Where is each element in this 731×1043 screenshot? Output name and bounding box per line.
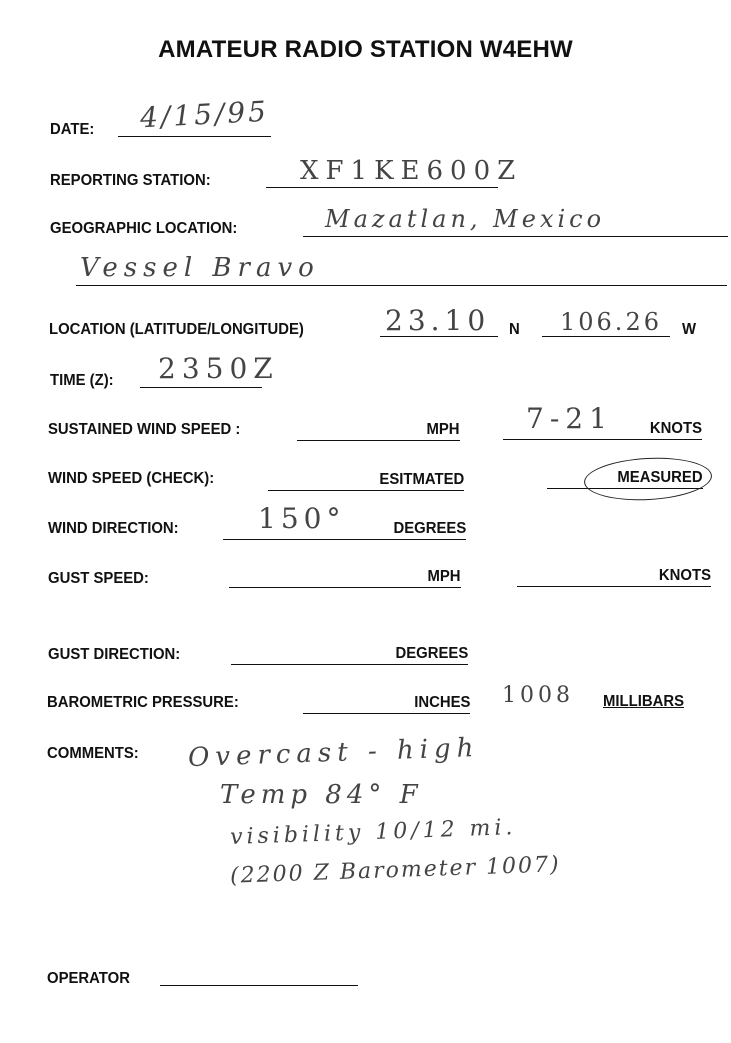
estimated-label: ESITMATED	[379, 471, 464, 488]
millibars-label: MILLIBARS	[603, 693, 685, 710]
date-label: DATE:	[50, 121, 95, 138]
gust-speed-knots-field	[517, 567, 711, 587]
comments-line-4: (2200 Z Barometer 1007)	[229, 852, 562, 889]
comments-label: COMMENTS:	[47, 745, 139, 762]
time-line	[140, 387, 262, 388]
geographic-location-value: Mazatlan, Mexico	[325, 205, 606, 233]
measured-circle-mark	[583, 455, 713, 504]
operator-signature-line[interactable]	[160, 985, 358, 986]
gust-speed-mph-field	[229, 568, 461, 588]
barometric-inches-field	[303, 694, 470, 714]
knots-label: KNOTS	[649, 420, 702, 437]
barometric-millibars-value: 1008	[502, 683, 574, 708]
gust-knots-label: KNOTS	[658, 567, 711, 584]
reporting-station-value: XF1KE600Z	[300, 156, 523, 186]
gust-direction-label: GUST DIRECTION:	[48, 646, 181, 663]
wind-direction-value: 150°	[258, 502, 346, 535]
longitude-line	[542, 336, 670, 337]
estimated-option[interactable]	[268, 471, 464, 491]
latitude-value: 23.10	[385, 304, 491, 337]
operator-label: OPERATOR	[47, 970, 130, 987]
time-value: 2350Z	[158, 352, 279, 385]
inches-label: INCHES	[413, 694, 470, 711]
comments-line-1: Overcast - high	[187, 732, 480, 774]
geographic-location-value-2: Vessel Bravo	[80, 253, 320, 283]
time-label: TIME (Z):	[50, 372, 114, 389]
mph-label: MPH	[426, 421, 460, 438]
wind-speed-check-label: WIND SPEED (CHECK):	[48, 470, 215, 487]
gust-degrees-label: DEGREES	[395, 645, 468, 662]
reporting-station-line	[266, 187, 498, 188]
north-label: N	[509, 321, 520, 338]
form-title: AMATEUR RADIO STATION W4EHW	[158, 36, 573, 63]
date-value: 4/15/95	[139, 94, 270, 135]
wind-direction-label: WIND DIRECTION:	[48, 520, 179, 537]
sustained-wind-mph-field	[297, 421, 460, 441]
location-latlon-label: LOCATION (LATITUDE/LONGITUDE)	[49, 321, 304, 338]
comments-line-2: Temp 84° F	[220, 780, 423, 810]
measured-label: MEASURED	[617, 469, 703, 486]
west-label: W	[682, 321, 697, 338]
longitude-value: 106.26	[560, 308, 662, 336]
gust-direction-field	[231, 645, 468, 665]
date-line	[118, 136, 271, 137]
gust-speed-label: GUST SPEED:	[48, 570, 149, 587]
reporting-station-label: REPORTING STATION:	[50, 172, 211, 189]
sustained-wind-knots-value: 7-21	[526, 402, 613, 435]
geographic-location-line-2	[76, 285, 727, 286]
comments-line-3: visibility 10/12 mi.	[229, 815, 517, 850]
geographic-location-label: GEOGRAPHIC LOCATION:	[50, 220, 238, 237]
degrees-label: DEGREES	[393, 520, 466, 537]
gust-mph-label: MPH	[427, 568, 461, 585]
sustained-wind-speed-label: SUSTAINED WIND SPEED :	[48, 421, 241, 438]
barometric-pressure-label: BAROMETRIC PRESSURE:	[47, 694, 239, 711]
geographic-location-line	[303, 236, 728, 237]
